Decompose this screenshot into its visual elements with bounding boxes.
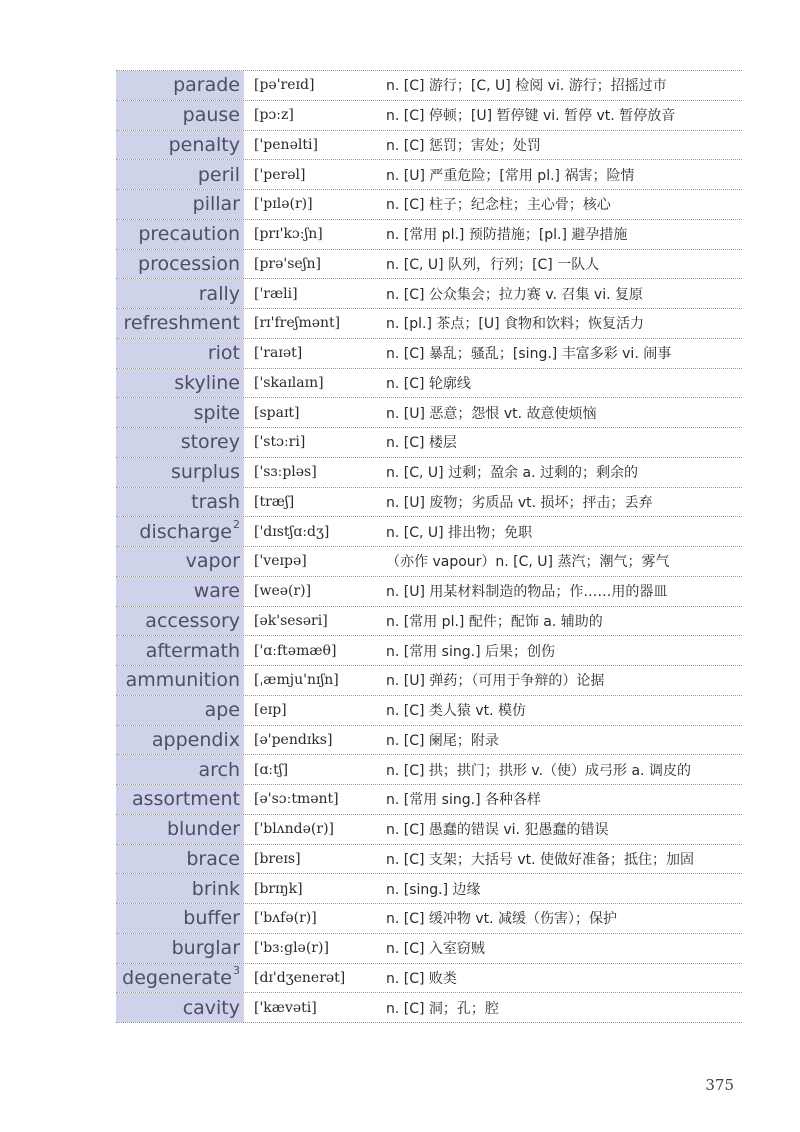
phonetic-transcription: ['stɔːri] bbox=[254, 434, 306, 451]
phonetic-transcription: [prə'seʃn] bbox=[254, 255, 321, 272]
headword-text: ape bbox=[204, 699, 240, 722]
vocab-row bbox=[116, 577, 742, 607]
vocab-row bbox=[116, 517, 742, 547]
headword bbox=[116, 755, 248, 784]
definition: n. [C] 楼层 bbox=[386, 435, 457, 452]
vocab-row bbox=[116, 785, 742, 815]
definition: n. [C] 停顿；[U] 暂停键 vi. 暂停 vt. 暂停放音 bbox=[386, 108, 676, 125]
headword bbox=[116, 279, 248, 308]
vocab-row bbox=[116, 101, 742, 131]
headword bbox=[116, 696, 248, 725]
phonetic-transcription: [weə(r)] bbox=[254, 583, 312, 600]
headword-text: assortment bbox=[131, 788, 240, 811]
headword bbox=[116, 488, 248, 517]
vocab-row bbox=[116, 309, 742, 339]
definition: n. [C, U] 队列，行列；[C] 一队人 bbox=[386, 256, 600, 273]
vocab-row bbox=[116, 488, 742, 518]
phonetic-transcription: ['sɜːpləs] bbox=[254, 464, 317, 481]
phonetic-transcription: ['kævəti] bbox=[254, 999, 317, 1016]
headword bbox=[116, 547, 248, 576]
headword-text: aftermath bbox=[145, 639, 240, 662]
vocab-row bbox=[116, 993, 742, 1023]
headword bbox=[116, 160, 248, 189]
vocab-row bbox=[116, 220, 742, 250]
phonetic-transcription: ['skaɪlaɪn] bbox=[254, 374, 324, 391]
headword bbox=[116, 904, 248, 933]
headword-text: accessory bbox=[145, 609, 240, 632]
headword-text: discharge bbox=[139, 520, 232, 543]
phonetic-transcription: ['ræli] bbox=[254, 285, 298, 302]
definition: n. [C] 暴乱；骚乱；[sing.] 丰富多彩 vi. 闹事 bbox=[386, 346, 672, 363]
definition: n. [C] 缓冲物 vt. 减缓（伤害）；保护 bbox=[386, 911, 618, 928]
vocab-row bbox=[116, 131, 742, 161]
headword bbox=[116, 339, 248, 368]
phonetic-transcription: ['raɪət] bbox=[254, 345, 303, 362]
vocab-row bbox=[116, 696, 742, 726]
vocab-row bbox=[116, 636, 742, 666]
phonetic-transcription: [ə'pendɪks] bbox=[254, 731, 333, 748]
vocab-row bbox=[116, 369, 742, 399]
definition: n. [pl.] 茶点；[U] 食物和饮料；恢复活力 bbox=[386, 316, 644, 333]
phonetic-transcription: ['ɑːftəmæθ] bbox=[254, 642, 337, 659]
vocab-row bbox=[116, 398, 742, 428]
phonetic-transcription: [træʃ] bbox=[254, 493, 295, 510]
definition: n. [C] 类人猿 vt. 模仿 bbox=[386, 703, 527, 720]
headword-text: precaution bbox=[138, 223, 240, 246]
headword bbox=[116, 220, 248, 249]
phonetic-transcription: ['dɪstʃɑːdʒ] bbox=[254, 523, 330, 540]
headword bbox=[116, 785, 248, 814]
definition: n. [常用 sing.] 后果；创伤 bbox=[386, 643, 555, 660]
vocab-row bbox=[116, 250, 742, 280]
vocab-row bbox=[116, 607, 742, 637]
headword-text: blunder bbox=[167, 818, 240, 841]
definition: n. [C] 支架；大括号 vt. 使做好准备；抵住；加固 bbox=[386, 851, 695, 868]
headword-text: ware bbox=[193, 580, 240, 603]
vocab-row bbox=[116, 815, 742, 845]
headword-text: appendix bbox=[151, 728, 240, 751]
headword-text: parade bbox=[173, 74, 240, 97]
headword-text: degenerate bbox=[122, 966, 232, 989]
headword bbox=[116, 577, 248, 606]
vocab-row bbox=[116, 934, 742, 964]
definition: n. [C] 轮廓线 bbox=[386, 375, 471, 392]
headword-text: procession bbox=[138, 252, 240, 275]
headword bbox=[116, 636, 248, 665]
phonetic-transcription: ['pɪlə(r)] bbox=[254, 196, 313, 213]
vocab-row bbox=[116, 428, 742, 458]
headword-text: burglar bbox=[171, 937, 240, 960]
vocab-row bbox=[116, 726, 742, 756]
headword-text: vapor bbox=[185, 550, 240, 573]
vocab-row bbox=[116, 71, 742, 101]
headword bbox=[116, 250, 248, 279]
phonetic-transcription: ['penəlti] bbox=[254, 136, 318, 153]
definition: n. [C] 洞；孔；腔 bbox=[386, 1000, 499, 1017]
vocab-row bbox=[116, 874, 742, 904]
headword bbox=[116, 101, 248, 130]
vocab-row bbox=[116, 904, 742, 934]
vocab-row bbox=[116, 547, 742, 577]
vocab-row bbox=[116, 190, 742, 220]
headword-text: spite bbox=[193, 401, 240, 424]
homograph-number: 3 bbox=[233, 964, 240, 978]
page-number: 375 bbox=[705, 1076, 734, 1094]
headword-text: pillar bbox=[192, 193, 240, 216]
definition: n. [C] 入室窃贼 bbox=[386, 941, 485, 958]
definition: n. [C] 拱；拱门；拱形 v.（使）成弓形 a. 调皮的 bbox=[386, 762, 691, 779]
headword bbox=[116, 190, 248, 219]
headword bbox=[116, 428, 248, 457]
headword bbox=[116, 815, 248, 844]
headword-text: peril bbox=[197, 163, 240, 186]
vocab-row bbox=[116, 845, 742, 875]
definition: （亦作 vapour）n. [C, U] 蒸汽；潮气；雾气 bbox=[386, 554, 670, 571]
phonetic-transcription: [ɑːtʃ] bbox=[254, 761, 289, 778]
headword bbox=[116, 309, 248, 338]
phonetic-transcription: ['veɪpə] bbox=[254, 553, 307, 570]
headword bbox=[116, 458, 248, 487]
vocab-row bbox=[116, 964, 742, 994]
definition: n. [常用 pl.] 预防措施；[pl.] 避孕措施 bbox=[386, 227, 628, 244]
headword bbox=[116, 934, 248, 963]
vocab-row bbox=[116, 339, 742, 369]
definition: n. [C] 柱子；纪念柱；主心骨；核心 bbox=[386, 197, 611, 214]
definition: n. [C] 愚蠢的错误 vi. 犯愚蠢的错误 bbox=[386, 822, 609, 839]
headword bbox=[116, 964, 248, 993]
definition: n. [C] 惩罚；害处；处罚 bbox=[386, 137, 541, 154]
headword bbox=[116, 607, 248, 636]
phonetic-transcription: ['bɜːglə(r)] bbox=[254, 940, 329, 957]
vocab-row bbox=[116, 666, 742, 696]
vocab-row bbox=[116, 279, 742, 309]
vocab-row bbox=[116, 160, 742, 190]
homograph-number: 2 bbox=[233, 518, 240, 532]
phonetic-transcription: [pɔːz] bbox=[254, 107, 294, 124]
headword-text: brink bbox=[191, 877, 240, 900]
headword bbox=[116, 993, 248, 1022]
headword-text: ammunition bbox=[125, 669, 240, 692]
definition: n. [常用 pl.] 配件；配饰 a. 辅助的 bbox=[386, 613, 603, 630]
vocabulary-table bbox=[116, 70, 742, 1023]
headword-text: surplus bbox=[170, 461, 240, 484]
headword bbox=[116, 666, 248, 695]
definition: n. [C, U] 过剩；盈余 a. 过剩的；剩余的 bbox=[386, 465, 638, 482]
headword bbox=[116, 71, 248, 100]
headword-text: riot bbox=[207, 342, 240, 365]
headword-text: penalty bbox=[168, 133, 240, 156]
headword-text: trash bbox=[191, 490, 240, 513]
definition: n. [C] 败类 bbox=[386, 970, 457, 987]
phonetic-transcription: [ə'sɔːtmənt] bbox=[254, 791, 339, 808]
headword-text: arch bbox=[198, 758, 240, 781]
headword-text: buffer bbox=[183, 907, 240, 930]
definition: n. [C, U] 排出物；免职 bbox=[386, 524, 533, 541]
phonetic-transcription: ['bʌfə(r)] bbox=[254, 910, 317, 927]
phonetic-transcription: [ək'sesəri] bbox=[254, 612, 328, 629]
definition: n. [常用 sing.] 各种各样 bbox=[386, 792, 541, 809]
phonetic-transcription: ['perəl] bbox=[254, 166, 306, 183]
definition: n. [C] 阑尾；附录 bbox=[386, 732, 499, 749]
definition: n. [U] 用某材料制造的物品；作……用的器皿 bbox=[386, 584, 668, 601]
headword-text: refreshment bbox=[123, 312, 240, 335]
headword bbox=[116, 398, 248, 427]
headword bbox=[116, 874, 248, 903]
definition: n. [C] 游行；[C, U] 检阅 vi. 游行；招摇过市 bbox=[386, 78, 667, 95]
definition: n. [U] 严重危险；[常用 pl.] 祸害；险情 bbox=[386, 167, 635, 184]
headword bbox=[116, 517, 248, 546]
phonetic-transcription: [breɪs] bbox=[254, 850, 301, 867]
definition: n. [C] 公众集会；拉力赛 v. 召集 vi. 复原 bbox=[386, 286, 643, 303]
vocab-row bbox=[116, 458, 742, 488]
headword-text: storey bbox=[180, 431, 240, 454]
vocab-row bbox=[116, 755, 742, 785]
phonetic-transcription: [ˌæmju'nɪʃn] bbox=[254, 672, 339, 689]
phonetic-transcription: [dɪ'dʒenerət] bbox=[254, 969, 346, 986]
headword-text: skyline bbox=[174, 371, 240, 394]
phonetic-transcription: [prɪ'kɔːʃn] bbox=[254, 226, 323, 243]
definition: n. [sing.] 边缘 bbox=[386, 881, 481, 898]
headword-text: cavity bbox=[182, 996, 240, 1019]
definition: n. [U] 恶意；怨恨 vt. 故意使烦恼 bbox=[386, 405, 597, 422]
phonetic-transcription: [brɪŋk] bbox=[254, 880, 303, 897]
headword bbox=[116, 726, 248, 755]
phonetic-transcription: [pə'reɪd] bbox=[254, 77, 315, 94]
definition: n. [U] 废物；劣质品 vt. 损坏；抨击；丢弃 bbox=[386, 494, 653, 511]
phonetic-transcription: [rɪ'freʃmənt] bbox=[254, 315, 341, 332]
phonetic-transcription: ['blʌndə(r)] bbox=[254, 821, 335, 838]
phonetic-transcription: [eɪp] bbox=[254, 702, 287, 719]
phonetic-transcription: [spaɪt] bbox=[254, 404, 300, 421]
headword bbox=[116, 131, 248, 160]
headword-text: brace bbox=[186, 847, 240, 870]
headword bbox=[116, 845, 248, 874]
headword bbox=[116, 369, 248, 398]
definition: n. [U] 弹药；（可用于争辩的）论据 bbox=[386, 673, 605, 690]
headword-text: pause bbox=[182, 104, 240, 127]
headword-text: rally bbox=[198, 282, 240, 305]
